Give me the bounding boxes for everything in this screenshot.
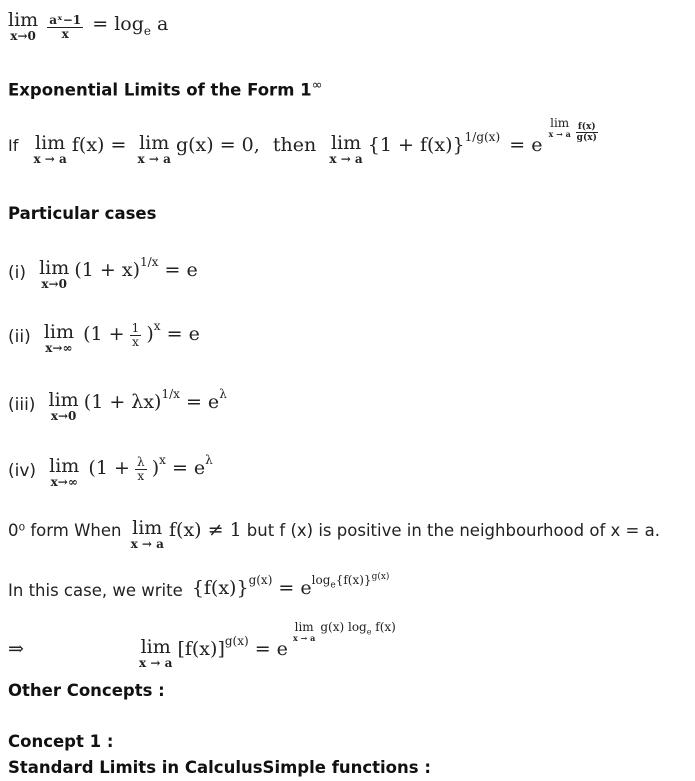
heading-standard-limits: Standard Limits in CalculusSimple functions : <box>8 758 431 777</box>
limit-operator: lim x → a <box>329 132 363 166</box>
case-iii: (iii) lim x→0 $(1 + \lambda x)^{1/x} = e^\lambda$ <box>8 387 227 423</box>
limit-operator: lim x→0 <box>8 9 39 43</box>
formula-log-limit <box>8 10 168 49</box>
exponent-limit: lim x → a $\frac{f(x)}{g(x)}$ <box>548 116 597 143</box>
heading-concept-1: Concept 1 : <box>8 732 114 751</box>
formula-if-statement: If lim x → a f(x) = lim x → a g(x) = 0, then lim x → a $\{1 + f(x)\}^{1/g(x)} = e$ lim x → a $\frac{f(x)}{g(x)}$ <box>8 116 597 166</box>
rhs: = $\log_e a$ <box>92 13 169 38</box>
heading-particular-cases: Particular cases <box>8 204 157 223</box>
case-i: (i) lim x→0 $(1 + x)^{1/x} = e$ <box>8 255 198 291</box>
case-write-line: In this case, we write $\{f(x)\}^{g(x)} = e^{log_e\{f(x)\}^{g(x)}}$ <box>8 572 390 600</box>
case-ii: (ii) lim x→∞ (1 + $\frac{1}{x}$ )$^x$ = e <box>8 319 200 355</box>
implies-line: ⇒ lim x → a $[f(x)]^{g(x)} = e$ lim x → a $^{g(x) log_e f(x)}$ <box>8 620 396 670</box>
heading-exponential-limits: Exponential Limits of the Form 1∞ <box>8 78 323 100</box>
exponent-limit: lim x → a $^{g(x) log_e f(x)}$ <box>293 620 396 643</box>
limit-operator: lim x → a <box>137 132 171 166</box>
limit-operator: lim x → a <box>33 132 67 166</box>
case-iv: (iv) lim x→∞ (1 + $\frac{\lambda}{x}$ )$^x = e^\lambda$ <box>8 453 213 489</box>
heading-other-concepts: Other Concepts : <box>8 681 165 700</box>
zero-form-line: 0⁰ form When lim x → a f(x) ≠ 1 but f (x) is positive in the neighbourhood of x = a. <box>8 517 660 551</box>
fraction: $\frac{\text{aˣ−1}}{x}$ <box>49 13 82 41</box>
